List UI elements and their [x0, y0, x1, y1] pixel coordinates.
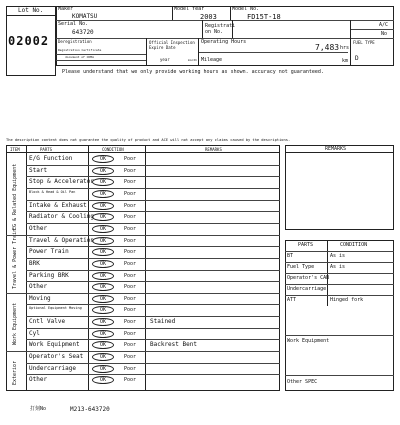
footer-label: 打刻No	[30, 406, 47, 412]
group-power: Travel & Power Train	[12, 228, 18, 289]
spec-divider	[285, 335, 394, 336]
spec-value: Hinged fork	[330, 297, 364, 303]
spec-value: As is	[330, 253, 346, 259]
model-no-value: FD15T-18	[247, 13, 281, 21]
spec-condition-label: CONDITION	[340, 242, 368, 248]
row-ok-oval[interactable]: OK	[92, 376, 114, 384]
row-ok-oval[interactable]: OK	[92, 248, 114, 256]
lot-label: Lot No.	[18, 7, 44, 14]
row-part-label: Optional Equipment Moving	[29, 306, 82, 311]
row-ok-oval[interactable]: OK	[92, 213, 114, 221]
row-part-label: Other	[29, 376, 48, 384]
row-poor-label[interactable]: Poor	[124, 202, 137, 209]
header-line-5	[198, 52, 348, 53]
header-vline-3	[202, 20, 203, 38]
group-work: Work Equipment	[12, 302, 18, 345]
row-divider	[26, 328, 280, 329]
row-part-label: E/G Function	[29, 155, 73, 162]
row-divider	[26, 200, 280, 201]
row-poor-label[interactable]: Poor	[124, 377, 137, 384]
row-poor-label[interactable]: Poor	[124, 179, 137, 186]
notice-text: Please understand that we only provide working hours as shown. accuracy not guaranteed.	[62, 69, 324, 75]
row-poor-label[interactable]: Poor	[124, 284, 137, 291]
row-part-label: Undercarriage	[29, 364, 76, 372]
row-ok-oval[interactable]: OK	[92, 283, 114, 291]
fuel-label: FUEL TYPE	[353, 40, 375, 45]
disclaimer-text: The description content does not guarantee the quality of product and ACE will not accept any claims caused by the descriptions.	[6, 138, 291, 142]
km-unit: km	[342, 58, 349, 64]
row-poor-label[interactable]: Poor	[124, 214, 137, 221]
spec-divider	[285, 273, 394, 274]
header-vline-1	[172, 6, 173, 20]
row-ok-oval[interactable]: OK	[92, 237, 114, 245]
spec-divider	[285, 375, 394, 376]
row-remark: Stained	[150, 318, 176, 326]
row-poor-label[interactable]: Poor	[124, 237, 137, 244]
maker-label: Maker	[58, 6, 74, 12]
row-divider	[26, 246, 280, 247]
model-year-value: 2003	[200, 13, 217, 21]
row-remark: Backrest Bent	[150, 341, 197, 349]
row-divider	[26, 363, 280, 364]
operating-hours-label: Operating Hours	[201, 39, 247, 45]
row-poor-label[interactable]: Poor	[124, 156, 137, 162]
row-divider	[6, 351, 280, 352]
row-poor-label[interactable]: Poor	[124, 225, 137, 232]
row-divider	[26, 188, 280, 189]
header-line-4	[56, 60, 146, 61]
lot-number: 02002	[8, 34, 50, 48]
header-vline-7	[198, 38, 199, 66]
fuel-value: D	[355, 55, 359, 62]
header-vline-6	[146, 38, 147, 66]
row-ok-oval[interactable]: OK	[92, 178, 114, 186]
row-part-label: Other	[29, 224, 48, 232]
row-divider	[26, 304, 280, 305]
row-part-label: Other	[29, 283, 48, 291]
official-label: Official Inspection Expire Date	[149, 40, 195, 50]
row-part-label: Stop & Accelerator	[29, 178, 95, 186]
reg-cert-label: Registration Certificate	[58, 48, 102, 52]
row-poor-label[interactable]: Poor	[124, 167, 137, 174]
serial-label: Serial No.	[58, 21, 89, 27]
spec-label: Work Equipment	[287, 338, 330, 344]
spec-label: Fuel Type	[287, 264, 315, 270]
spec-label: BT	[287, 253, 294, 259]
row-poor-label[interactable]: Poor	[124, 319, 137, 326]
row-part-label: Operator's Seat	[29, 353, 84, 361]
maker-value: KOMATSU	[72, 13, 98, 20]
spec-value: As is	[330, 264, 346, 270]
row-ok-oval[interactable]: OK	[92, 167, 114, 175]
spec-divider	[285, 284, 394, 285]
row-part-label: Parking BRK	[29, 271, 69, 279]
row-poor-label[interactable]: Poor	[124, 249, 137, 256]
spec-divider	[285, 251, 394, 252]
spec-label: Operator's CAB	[287, 275, 330, 281]
row-divider	[26, 211, 280, 212]
row-part-label: Start	[29, 166, 48, 174]
header-vline-2	[230, 6, 231, 20]
row-poor-label[interactable]: Poor	[124, 190, 137, 197]
deregistration-label: Deregistration	[58, 39, 92, 44]
row-ok-oval[interactable]: OK	[92, 353, 114, 361]
row-part-label: Intake & Exhaust	[29, 201, 87, 209]
row-part-label: Cyl	[29, 329, 40, 337]
spec-label: Undercarriage	[287, 286, 327, 292]
row-part-label: Cntl Valve	[29, 318, 66, 326]
row-divider	[26, 316, 280, 317]
row-ok-oval[interactable]: OK	[92, 260, 114, 268]
row-ok-oval[interactable]: OK	[92, 295, 114, 303]
row-divider	[26, 165, 280, 166]
row-poor-label[interactable]: Poor	[124, 260, 137, 267]
group-eg: EG & Related Equipment	[12, 163, 18, 230]
row-divider	[26, 374, 280, 375]
row-ok-oval[interactable]: OK	[92, 202, 114, 210]
row-poor-label[interactable]: Poor	[124, 272, 137, 279]
col-line-item	[26, 145, 27, 391]
model-year-label: Model Year	[174, 6, 205, 12]
right-remarks-label: REMARKS	[325, 146, 347, 152]
row-poor-label[interactable]: Poor	[124, 307, 137, 314]
row-divider	[26, 176, 280, 177]
row-ok-oval[interactable]: OK	[92, 190, 114, 198]
header-vline-5	[350, 20, 351, 66]
row-ok-oval[interactable]: OK	[92, 318, 114, 326]
operating-hours-value: 7,483	[315, 43, 340, 52]
right-remarks-box	[285, 145, 394, 230]
ac-label: A/C	[379, 22, 389, 28]
footer-value: M213-643720	[70, 406, 110, 413]
row-poor-label[interactable]: Poor	[124, 365, 137, 372]
month-label: month	[188, 58, 198, 62]
row-divider	[6, 235, 280, 236]
row-poor-label[interactable]: Poor	[124, 295, 137, 302]
doc-cdma-label: document of CDMA	[65, 55, 94, 59]
row-ok-oval[interactable]: OK	[92, 341, 114, 349]
row-ok-oval[interactable]: OK	[92, 155, 114, 163]
row-poor-label[interactable]: Poor	[124, 330, 137, 337]
serial-value: 643720	[72, 29, 94, 36]
row-ok-oval[interactable]: OK	[92, 225, 114, 233]
header-parts: PARTS	[40, 147, 53, 152]
header-remarks: REMARKS	[205, 147, 222, 152]
row-part-label: Travel & Operation	[29, 236, 95, 244]
row-ok-oval[interactable]: OK	[92, 365, 114, 373]
spec-label: ATT	[287, 297, 297, 303]
spec-divider	[285, 295, 394, 296]
mileage-label: Mileage	[201, 57, 223, 63]
row-ok-oval[interactable]: OK	[92, 272, 114, 280]
spec-parts-label: PARTS	[298, 242, 314, 248]
ac-value: No	[381, 31, 388, 37]
row-part-label: BRK	[29, 259, 40, 267]
row-divider	[26, 258, 280, 259]
row-part-label: Power Train	[29, 248, 69, 256]
row-divider	[26, 281, 280, 282]
row-part-label: Work Equipment	[29, 341, 80, 349]
group-exterior: Exterior	[12, 360, 18, 385]
header-condition: CONDITION	[102, 147, 124, 152]
spec-divider	[285, 262, 394, 263]
spec-label: Other SPEC	[287, 379, 318, 385]
header-line-6	[350, 29, 394, 30]
header-grid	[56, 6, 394, 66]
row-divider	[26, 339, 280, 340]
row-ok-oval[interactable]: OK	[92, 306, 114, 314]
hrs-unit: hrs	[340, 45, 350, 51]
registration-label: Registrati on No.	[205, 23, 236, 35]
row-divider	[26, 270, 280, 271]
year-label: year	[160, 57, 170, 62]
col-line-condition	[145, 145, 146, 391]
row-divider	[6, 293, 280, 294]
row-part-label: Moving	[29, 294, 51, 302]
row-ok-oval[interactable]: OK	[92, 330, 114, 338]
model-no-label: Model No.	[232, 6, 260, 12]
row-poor-label[interactable]: Poor	[124, 354, 137, 361]
header-item: ITEM	[10, 147, 20, 152]
row-part-label: Radiator & Cooling	[29, 213, 95, 221]
row-divider	[26, 223, 280, 224]
header-line-1	[56, 20, 394, 21]
row-poor-label[interactable]: Poor	[124, 342, 137, 349]
row-part-label: Block & Head & Oil Pan	[29, 189, 76, 194]
